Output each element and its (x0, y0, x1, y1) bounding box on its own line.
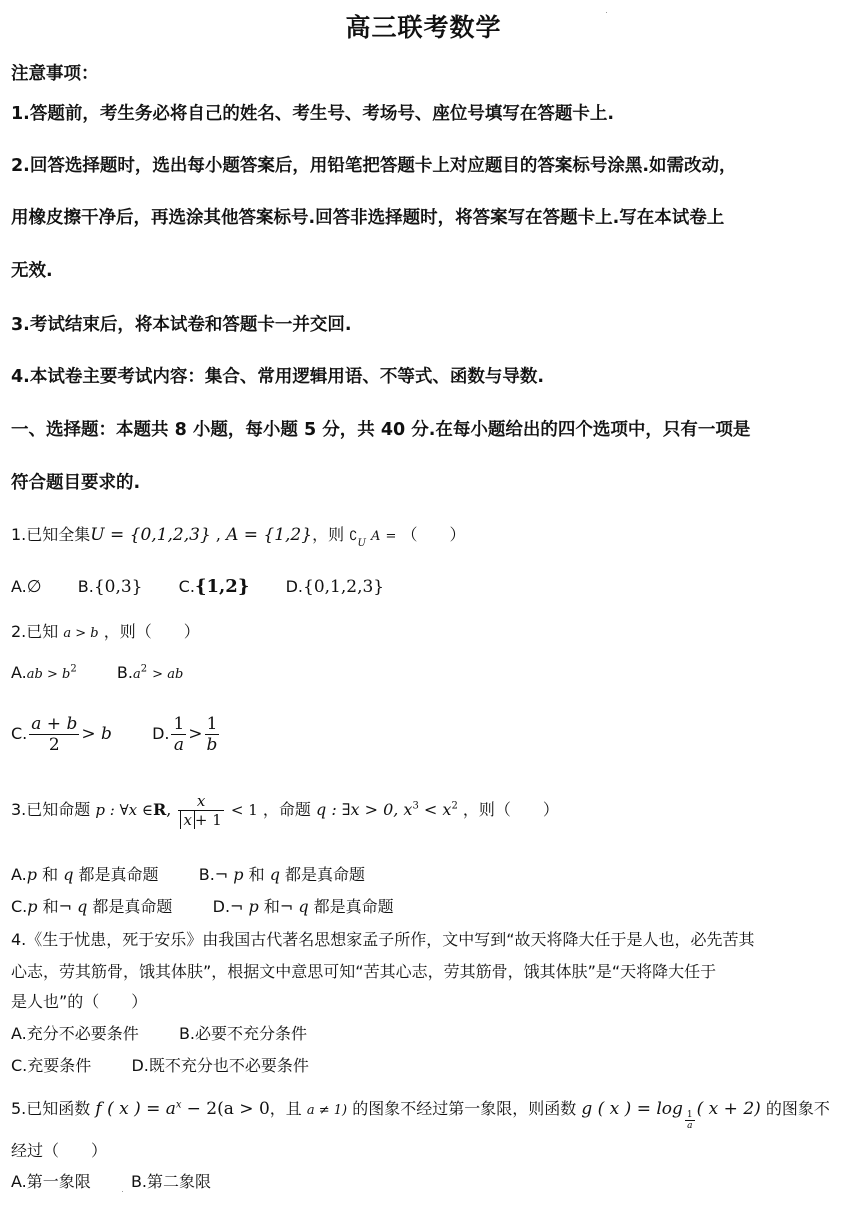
q5-option-b: B.第二象限 (130, 1172, 212, 1191)
q5-f-tail: − 2(a > 0 (186, 1099, 270, 1119)
q2-option-d-den-1: a (171, 734, 186, 755)
q2-option-d-label: D. (152, 724, 170, 743)
q1-option-b-label: B. (77, 577, 94, 596)
q5-option-a: A.第一象限 (11, 1172, 91, 1191)
q2-condition: a > b (63, 626, 99, 641)
q3-option-a-text: 都是真命题 (73, 865, 159, 884)
question-3 (11, 792, 559, 829)
q5-g-definition: g ( x ) = log (581, 1099, 683, 1119)
q3-option-d-label: D. (212, 897, 231, 916)
q3-prefix: 3.已知命题 (11, 800, 91, 819)
q1-option-d: {0,1,2,3} (303, 577, 385, 597)
q2-option-b-label: B. (116, 663, 133, 682)
q1-eq: = (385, 529, 397, 544)
q3-option-d-text: 都是真命题 (308, 897, 394, 916)
q1-set-a: A = {1,2} (226, 525, 313, 545)
q3-option-a-var-1: p (26, 865, 37, 884)
q2-option-b: a (132, 667, 141, 682)
q2-option-a-label: A. (11, 663, 27, 682)
q3-real-set: R (152, 800, 167, 819)
q3-option-c-and: 和 (37, 897, 59, 916)
scan-speck (122, 1191, 123, 1192)
question-5-line-2: 经过（ ） (11, 1141, 108, 1160)
notice-item-2-line-1: 2.回答选择题时，选出每小题答案后，用铅笔把答题卡上对应题目的答案标号涂黑.如需改动， (11, 156, 737, 176)
q5-suffix: 的图象不 (765, 1099, 830, 1118)
q4-options-cd (11, 1053, 309, 1076)
q4-option-b: B.必要不充分条件 (178, 1024, 308, 1043)
page-title: 高三联考数学 (345, 13, 502, 42)
q2-options-cd (11, 714, 221, 755)
q5-log-base (685, 1110, 695, 1131)
q2-prefix: 2.已知 (11, 622, 59, 641)
q4-option-a: A.充分不必要条件 (11, 1024, 139, 1043)
q3-options-cd (11, 894, 394, 917)
q3-lt: < x (423, 800, 452, 819)
q3-option-c-text: 都是真命题 (87, 897, 173, 916)
q3-option-b-text: 都是真命题 (279, 865, 366, 884)
question-4-line-2: 心志，劳其筋骨，饿其体肤”，根据文中意思可知“苦其心志，劳其筋骨，饿其体肤”是“天将降大任于 (11, 962, 717, 981)
q5-prefix: 5.已知函数 (11, 1099, 91, 1118)
q2-option-d-frac-2 (205, 714, 220, 755)
q1-var: A (370, 529, 381, 544)
q5-condition: a ≠ 1) (306, 1103, 348, 1118)
q5-log-base-num: 1 (686, 1110, 693, 1120)
q3-abs-x: x (180, 811, 194, 829)
q2-options-ab (11, 663, 183, 682)
q2-option-d-num-1: 1 (173, 714, 185, 734)
question-5 (11, 1096, 830, 1131)
notice-item-2-line-3: 无效. (11, 261, 53, 281)
q1-option-c-label: C. (178, 577, 195, 596)
q3-cube: 3 (412, 800, 419, 812)
notice-item-2-line-2: 用橡皮擦干净后，再选涂其他答案标号.回答非选择题时，将答案写在答题卡上.写在本试卷上 (11, 208, 725, 228)
q3-den-tail: + 1 (194, 811, 222, 829)
q2-option-c-num: a + b (31, 714, 78, 734)
q3-option-b-and: 和 (243, 865, 270, 884)
section-heading-line-1: 一、选择题：本题共 8 小题，每小题 5 分，共 40 分.在每小题给出的四个选项中，只有一项是 (11, 420, 751, 440)
q3-option-d-var-2: ¬ q (279, 897, 309, 916)
q3-option-b-label: B. (198, 865, 215, 884)
notice-item-3: 3.考试结束后，将本试卷和答题卡一并交回. (11, 315, 352, 335)
q3-square: 2 (451, 800, 458, 812)
q3-option-d-and: 和 (258, 897, 280, 916)
q1-complement-sub: U (357, 538, 366, 549)
q3-option-c-label: C. (11, 897, 28, 916)
notice-item-4: 4.本试卷主要考试内容：集合、常用逻辑用语、不等式、函数与导数. (11, 367, 544, 387)
q3-fraction-num: x (196, 792, 206, 810)
q3-options-ab (11, 862, 365, 885)
q3-option-b-var-2: q (269, 865, 280, 884)
q2-option-a: ab > b (26, 667, 71, 682)
q3-option-b-var-1: ¬ p (214, 865, 244, 884)
q2-option-a-exp: 2 (70, 663, 77, 675)
q2-suffix: ，则（ ） (103, 622, 200, 641)
q3-p-definition: p : ∀x ∈ (95, 801, 153, 819)
q2-option-c-rel: > b (81, 724, 112, 744)
q1-complement: ∁ (349, 529, 358, 544)
q5-log-base-den: a (685, 1120, 695, 1131)
question-4-line-1: 4.《生于忧患，死于安乐》由我国古代著名思想家孟子所作，文中写到“故天将降大任于是人也，必先苦其 (11, 930, 755, 949)
q3-fraction-den (178, 810, 223, 829)
notice-heading: 注意事项： (11, 64, 99, 84)
q2-option-d-frac-1 (171, 714, 186, 755)
q3-option-a-label: A. (11, 865, 27, 884)
q1-paren: （ ） (401, 525, 466, 544)
q3-mid: ，命题 (262, 800, 311, 819)
q3-fraction (178, 792, 223, 829)
q5-f-definition: f ( x ) = a (95, 1099, 176, 1119)
q3-option-d-var-1: ¬ p (230, 897, 259, 916)
notice-item-1: 1.答题前，考生务必将自己的姓名、考生号、考场号、座位号填写在答题卡上. (11, 104, 614, 124)
scan-speck (606, 12, 607, 13)
q1-option-c: {1,2} (194, 576, 250, 597)
q3-suffix: ，则（ ） (462, 800, 559, 819)
q2-option-c-label: C. (11, 724, 28, 743)
question-2 (11, 619, 200, 642)
q1-option-a-label: A. (11, 577, 27, 596)
section-heading-line-2: 符合题目要求的. (11, 473, 141, 493)
q5-mid-2: 的图象不经过第一象限，则函数 (352, 1099, 577, 1118)
q1-universal-set: U = {0,1,2,3} (90, 525, 211, 545)
q1-option-a: ∅ (26, 577, 42, 597)
question-1: 1.已知全集U = {0,1,2,3} , A = {1,2}，则 $∁_U$ A = （ ） (11, 525, 466, 549)
q2-option-b-exp: 2 (140, 663, 148, 675)
q4-option-d: D.既不充分也不必要条件 (131, 1056, 309, 1075)
q5-g-tail: ( x + 2) (696, 1099, 761, 1119)
q1-prefix: 1.已知全集 (11, 525, 91, 544)
q1-mid: ，则 (312, 525, 345, 544)
q2-option-d-num-2: 1 (206, 714, 218, 734)
q1-option-b: {0,3} (93, 577, 143, 597)
q1-options (11, 576, 384, 597)
q2-option-c-fraction (29, 714, 79, 755)
q2-option-d-den-2: b (206, 735, 218, 755)
q3-option-c-var-2: ¬ q (58, 897, 88, 916)
q3-option-a-and: 和 (37, 865, 64, 884)
q5-f-exponent: x (175, 1099, 182, 1111)
q3-option-c-var-1: p (27, 897, 38, 916)
q3-comma: , (166, 800, 172, 819)
q2-option-b-rest: > ab (152, 667, 184, 682)
q3-rel: < 1 (230, 801, 258, 819)
q5-options (11, 1169, 211, 1192)
question-4-line-3: 是人也”的（ ） (11, 992, 148, 1011)
q5-mid-1: ，且 (269, 1099, 302, 1118)
q1-option-d-label: D. (285, 577, 303, 596)
q4-option-c: C.充要条件 (11, 1056, 92, 1075)
q4-options-ab (11, 1021, 307, 1044)
q2-option-c-den: 2 (29, 734, 79, 755)
q3-q-definition: q : ∃x > 0, x (315, 800, 413, 819)
q3-option-a-var-2: q (63, 865, 74, 884)
q2-option-d-rel: > (188, 724, 203, 744)
